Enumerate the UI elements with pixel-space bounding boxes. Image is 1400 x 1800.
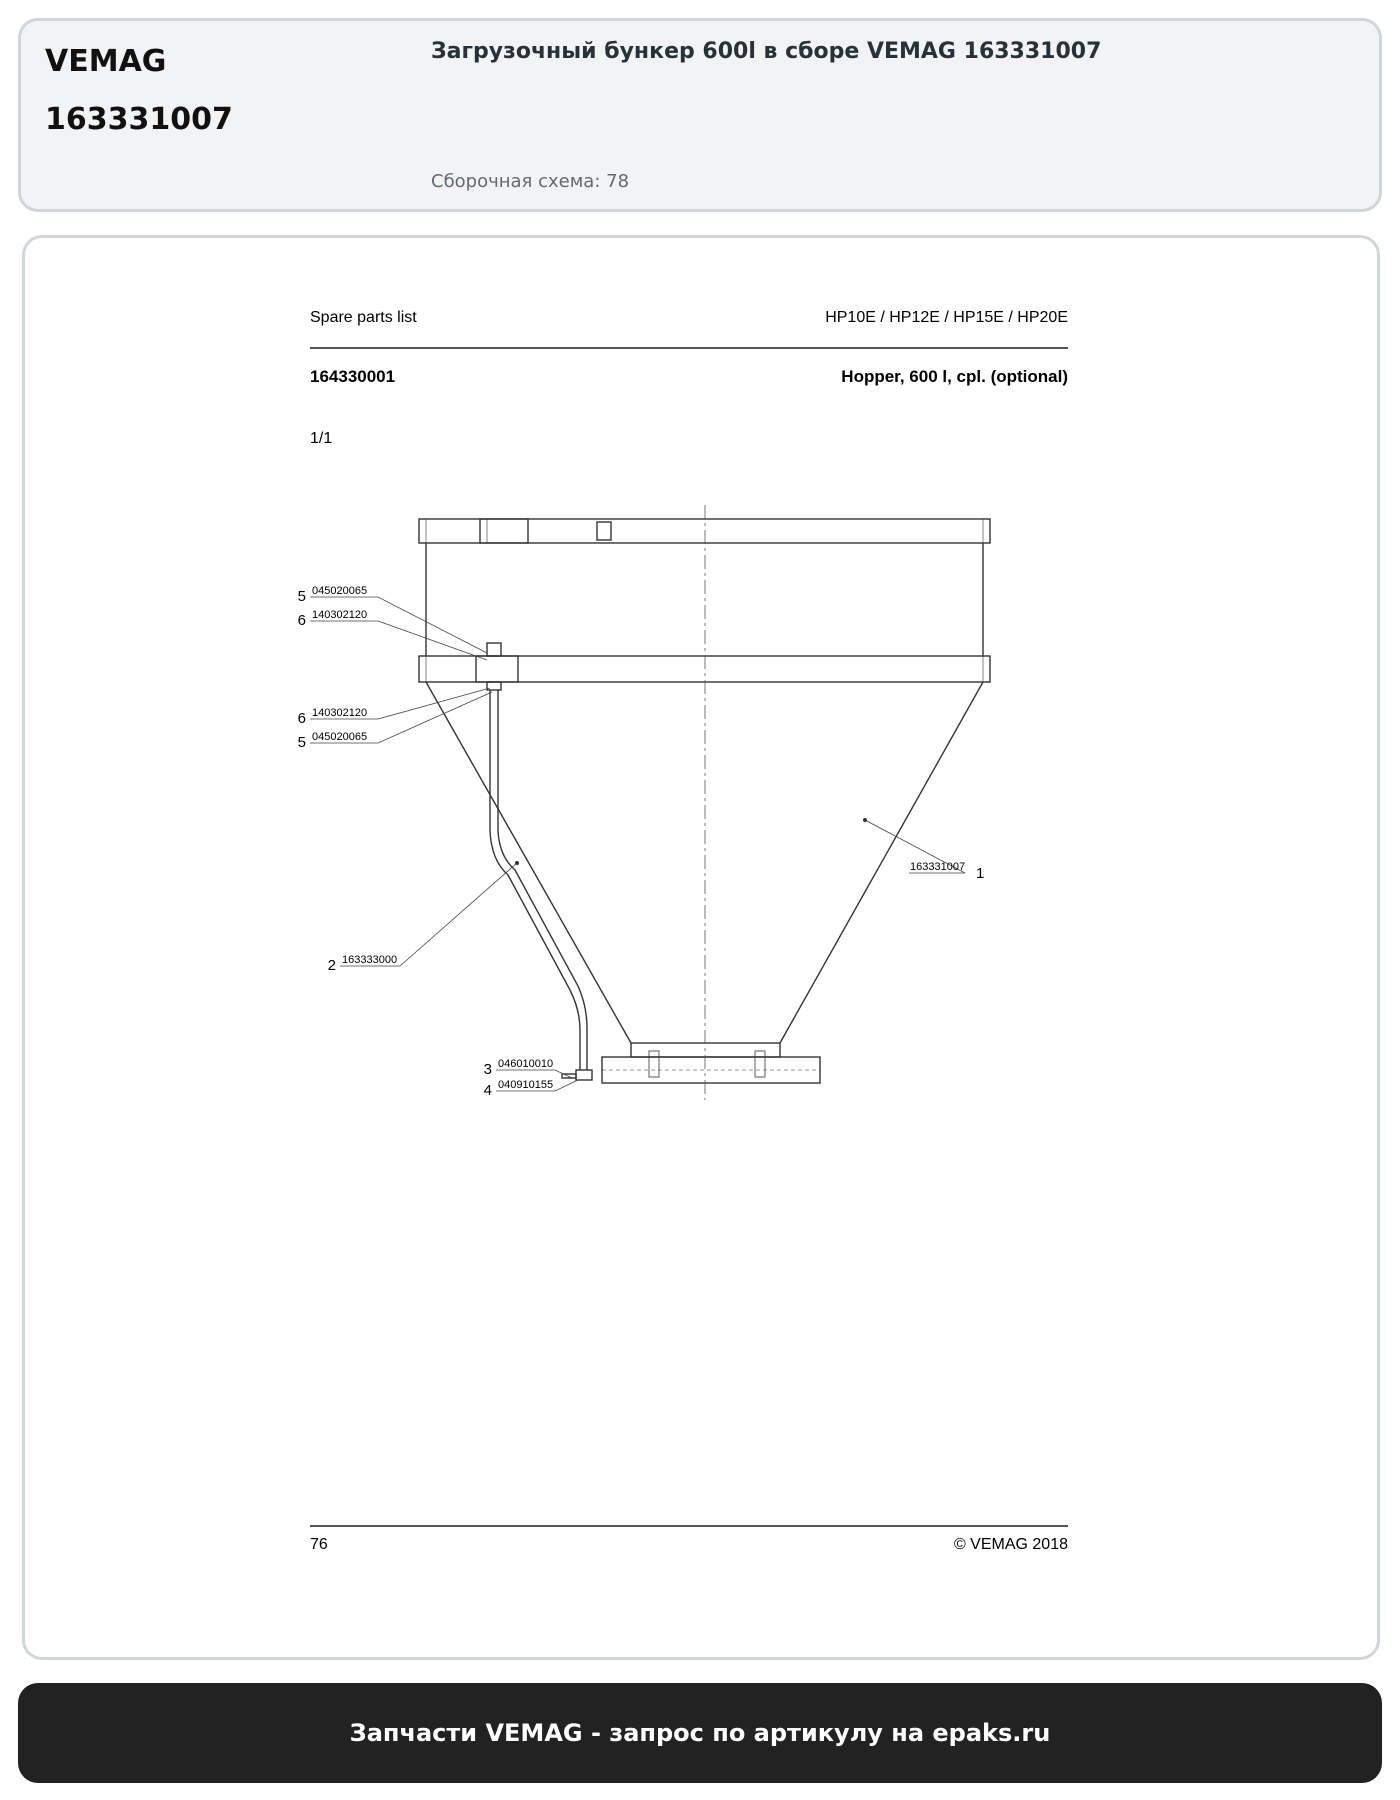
hopper-drawing <box>297 300 1070 1200</box>
flange-bracket <box>476 656 518 682</box>
page-ratio: 1/1 <box>310 430 333 447</box>
tie-rod <box>490 690 580 1070</box>
parts-sheet <box>297 300 1070 1560</box>
cone-left-wall <box>426 682 631 1043</box>
page-title: Загрузочный бункер 600l в сборе VEMAG 163331007 <box>431 39 1102 64</box>
callout-pos: 6 <box>297 710 306 727</box>
callout-pos: 2 <box>327 957 336 974</box>
copyright: © VEMAG 2018 <box>953 1536 1068 1553</box>
footer-text: Запчасти VEMAG - запрос по артикулу на epaks.ru <box>349 1719 1051 1747</box>
brand-block <box>45 33 233 149</box>
schema-number: Сборочная схема: 78 <box>431 171 630 192</box>
callout-part: 046010010 <box>498 1058 554 1070</box>
callout-part: 140302120 <box>312 609 368 621</box>
callout-part: 045020065 <box>312 585 368 597</box>
callout-part: 163333000 <box>342 954 398 966</box>
footer-banner <box>18 1683 1382 1783</box>
callout-pos: 6 <box>297 612 306 629</box>
rod-end-nut <box>576 1070 592 1080</box>
bolt-nut-bottom <box>487 682 501 690</box>
callout-part: 140302120 <box>312 707 368 719</box>
callout-part: 040910155 <box>498 1079 554 1091</box>
top-rim-clip <box>597 522 611 540</box>
callout-part: 045020065 <box>312 731 368 743</box>
page-number: 76 <box>310 1536 328 1553</box>
callout-pos: 1 <box>976 865 985 882</box>
callout-pos: 4 <box>483 1082 492 1099</box>
bottom-divider <box>310 1525 1068 1527</box>
hopper-top-rim <box>419 519 990 543</box>
header-card <box>18 18 1382 212</box>
bolt-head-top <box>487 643 501 656</box>
callout-pos: 3 <box>483 1061 492 1078</box>
brand-name: VEMAG <box>45 44 167 79</box>
model-list: HP10E / HP12E / HP15E / HP20E <box>825 309 1068 326</box>
sheet-heading: Spare parts list <box>310 309 417 326</box>
callout-pos: 5 <box>297 734 306 751</box>
group-number: 164330001 <box>310 367 396 386</box>
outlet-neck <box>631 1043 780 1057</box>
callout-pos: 5 <box>297 588 306 605</box>
article-number: 163331007 <box>45 102 233 137</box>
callout-part: 163331007 <box>910 861 966 873</box>
hopper-middle-flange <box>419 656 990 682</box>
group-title: Hopper, 600 l, cpl. (optional) <box>841 367 1068 386</box>
